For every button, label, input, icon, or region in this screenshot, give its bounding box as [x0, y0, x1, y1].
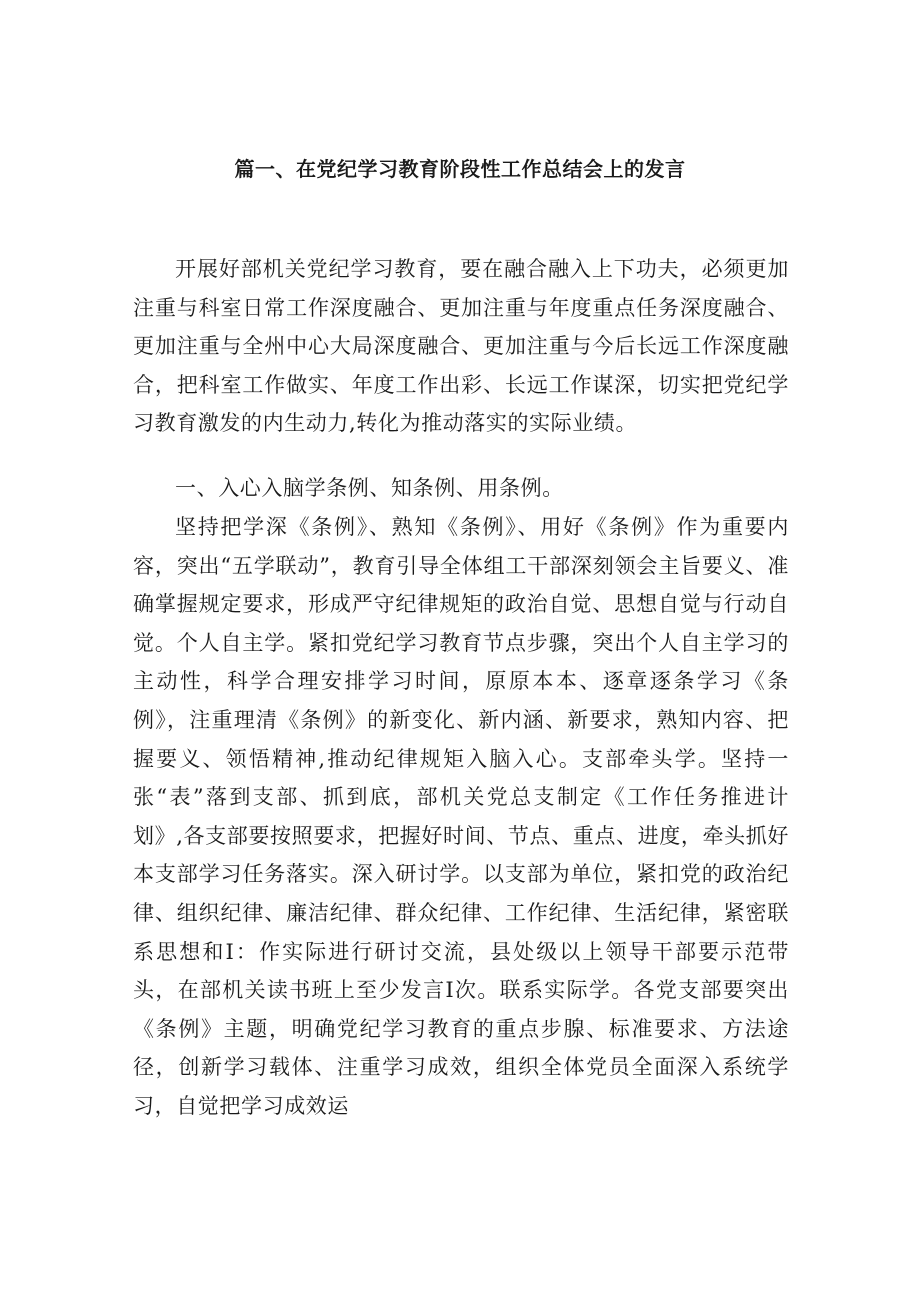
section-paragraph: 坚持把学深《条例》、熟知《条例》、用好《条例》作为重要内容，突出“五学联动”，教育引导全体组工干部深刻领会主旨要义、准确掌握规定要求，形成严守纪律规矩的政治自觉、思想自觉与行动自觉。个人自主学。紧扣党纪学习教育节点步骤，突出个人自主学习的主动性，科学合理安排学习时间，原原本本、逐章逐条学习《条例》，注重理清《条例》的新变化、新内涵、新要求，熟知内容、把握要义、领悟精神,推动纪律规矩入脑入心。支部牵头学。坚持一张“表”落到支部、抓到底，部机关党总支制定《工作任务推进计划》,各支部要按照要求，把握好时间、节点、重点、进度，牵头抓好本支部学习任务落实。深入研讨学。以支部为单位，紧扣党的政治纪律、组织纪律、廉洁纪律、群众纪律、工作纪律、生活纪律，紧密联系思想和I：作实际进行研讨交流，县处级以上领导干部要示范带头，在部机关读书班上至少发言I次。联系实际学。各党支部要突出《条例》主题，明确党纪学习教育的重点步腺、标准要求、方法途径，创新学习载体、注重学习成效，组织全体党员全面深入系统学习，自觉把学习成效运 [133, 515, 789, 1118]
intro-paragraph: 开展好部机关党纪学习教育，要在融合融入上下功夫，必须更加注重与科室日常工作深度融合、更加注重与年度重点任务深度融合、更加注重与全州中心大局深度融合、更加注重与今后长远工作深度融合，把科室工作做实、年度工作出彩、长远工作谋深，切实把党纪学习教育激发的内生动力,转化为推动落实的实际业绩。 [133, 257, 789, 436]
section-heading: 一、入心入脑学条例、知条例、用条例。 [175, 476, 564, 500]
document-title: 篇一、在党纪学习教育阶段性工作总结会上的发言 [234, 157, 686, 181]
